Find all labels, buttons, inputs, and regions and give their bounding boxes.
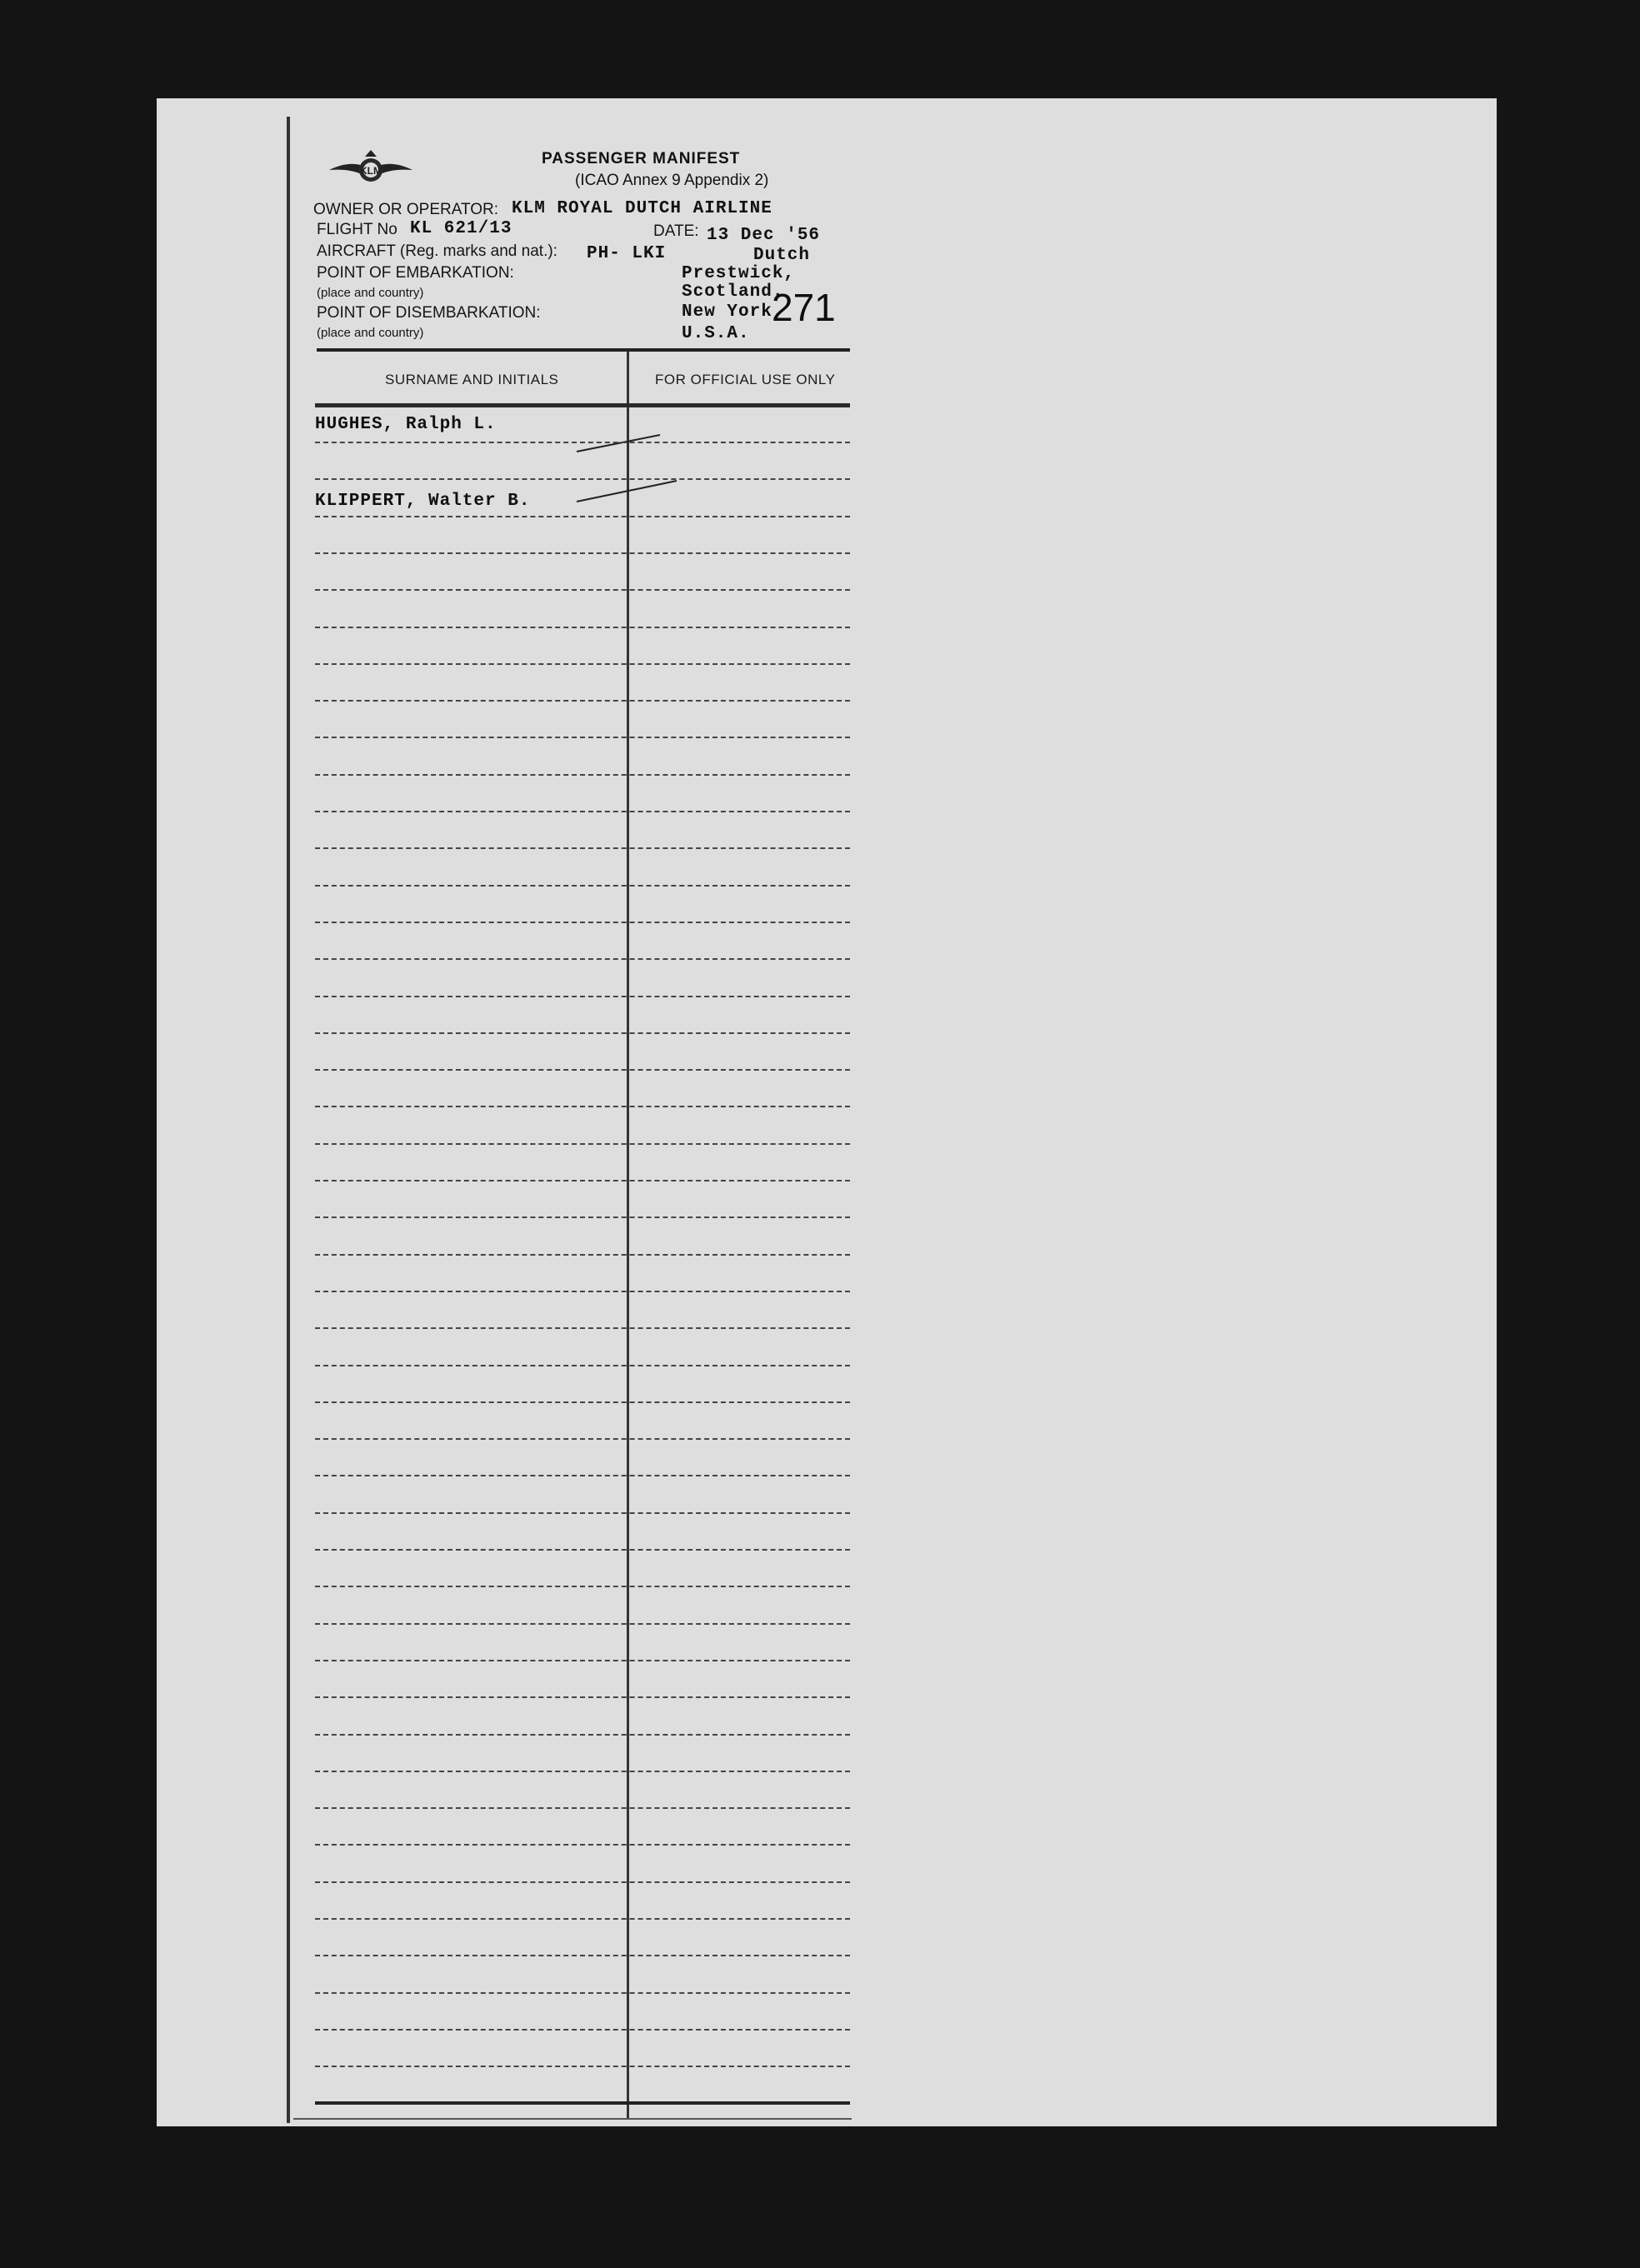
passenger-name-1: HUGHES, Ralph L. xyxy=(315,415,497,434)
table-row-line xyxy=(315,1623,850,1625)
table-row-line xyxy=(315,1807,850,1809)
table-row-line xyxy=(315,958,850,960)
table-row-line xyxy=(315,1512,850,1514)
table-row-line xyxy=(315,442,850,443)
manifest-header xyxy=(308,133,858,358)
table-row-line xyxy=(315,1992,850,1994)
table-row-line xyxy=(315,922,850,923)
manifest-subtitle: (ICAO Annex 9 Appendix 2) xyxy=(575,172,769,189)
table-row-line xyxy=(315,1216,850,1218)
embark-label: POINT OF EMBARKATION: xyxy=(317,264,514,282)
table-row-line xyxy=(315,811,850,812)
table-row-line xyxy=(315,1586,850,1587)
table-row-line xyxy=(315,1881,850,1883)
table-row-line xyxy=(315,2029,850,2031)
table-row-line xyxy=(315,1696,850,1698)
table-row-line xyxy=(315,774,850,776)
table-row-line xyxy=(315,1069,850,1071)
table-row-line xyxy=(315,1365,850,1366)
aircraft-label: AIRCRAFT (Reg. marks and nat.): xyxy=(317,242,558,260)
table-row-line xyxy=(315,1291,850,1292)
klm-winged-logo-icon xyxy=(325,145,417,195)
owner-label: OWNER OR OPERATOR: xyxy=(313,201,499,218)
disembark-label: POINT OF DISEMBARKATION: xyxy=(317,304,541,322)
embark-value-line1: Prestwick, xyxy=(682,264,796,283)
table-row-line xyxy=(315,1660,850,1661)
table-bottom-rule xyxy=(315,2101,850,2105)
table-row-line xyxy=(315,1438,850,1440)
table-row-line xyxy=(315,1771,850,1772)
owner-value: KLM ROYAL DUTCH AIRLINE xyxy=(512,199,772,218)
table-row-line xyxy=(315,1918,850,1920)
table-row-line xyxy=(315,516,850,517)
table-row-line xyxy=(315,1475,850,1476)
table-row-line xyxy=(315,1032,850,1034)
flight-label: FLIGHT No xyxy=(317,221,398,238)
column-divider xyxy=(627,352,629,2120)
table-row-line xyxy=(315,885,850,887)
sheet-bottom-edge xyxy=(293,2118,852,2120)
passenger-name-2: KLIPPERT, Walter B. xyxy=(315,492,531,511)
table-row-line xyxy=(315,1549,850,1551)
disembark-sub-label: (place and country) xyxy=(317,326,424,340)
table-row-line xyxy=(315,589,850,591)
table-row-line xyxy=(315,1844,850,1846)
table-row-line xyxy=(315,1401,850,1403)
stamp-number: 271 xyxy=(772,286,836,329)
table-row-line xyxy=(315,1734,850,1736)
table-row-line xyxy=(315,700,850,702)
col-header-official: FOR OFFICIAL USE ONLY xyxy=(655,372,836,387)
passenger-table xyxy=(310,352,852,2121)
date-label: DATE: xyxy=(653,222,699,240)
table-row-line xyxy=(315,1327,850,1329)
table-row-line xyxy=(315,1955,850,1956)
table-row-line xyxy=(315,627,850,628)
table-row-line xyxy=(315,663,850,665)
disembark-value-line1: New York. xyxy=(682,302,784,322)
flight-value: KL 621/13 xyxy=(410,219,512,238)
aircraft-value: PH- LKI xyxy=(587,244,667,263)
embark-sub-label: (place and country) xyxy=(317,286,424,300)
table-row-line xyxy=(315,1254,850,1256)
table-row-line xyxy=(315,996,850,997)
table-row-line xyxy=(315,737,850,738)
table-row-line xyxy=(315,847,850,849)
table-row-line xyxy=(315,552,850,554)
table-row-line xyxy=(315,1143,850,1145)
table-row-line xyxy=(315,2066,850,2067)
table-row-line xyxy=(315,1106,850,1107)
svg-text:KLM: KLM xyxy=(360,165,382,177)
nationality-value: Dutch xyxy=(753,246,811,265)
col-header-surname: SURNAME AND INITIALS xyxy=(385,372,559,387)
date-value: 13 Dec '56 xyxy=(707,226,821,245)
pen-tick-marks xyxy=(560,402,727,518)
embark-value-line2: Scotland. xyxy=(682,282,784,302)
table-row-line xyxy=(315,478,850,480)
manifest-title: PASSENGER MANIFEST xyxy=(542,150,741,167)
disembark-value-line2: U.S.A. xyxy=(682,324,750,343)
table-row-line xyxy=(315,1180,850,1181)
sheet-left-edge xyxy=(287,117,290,2123)
